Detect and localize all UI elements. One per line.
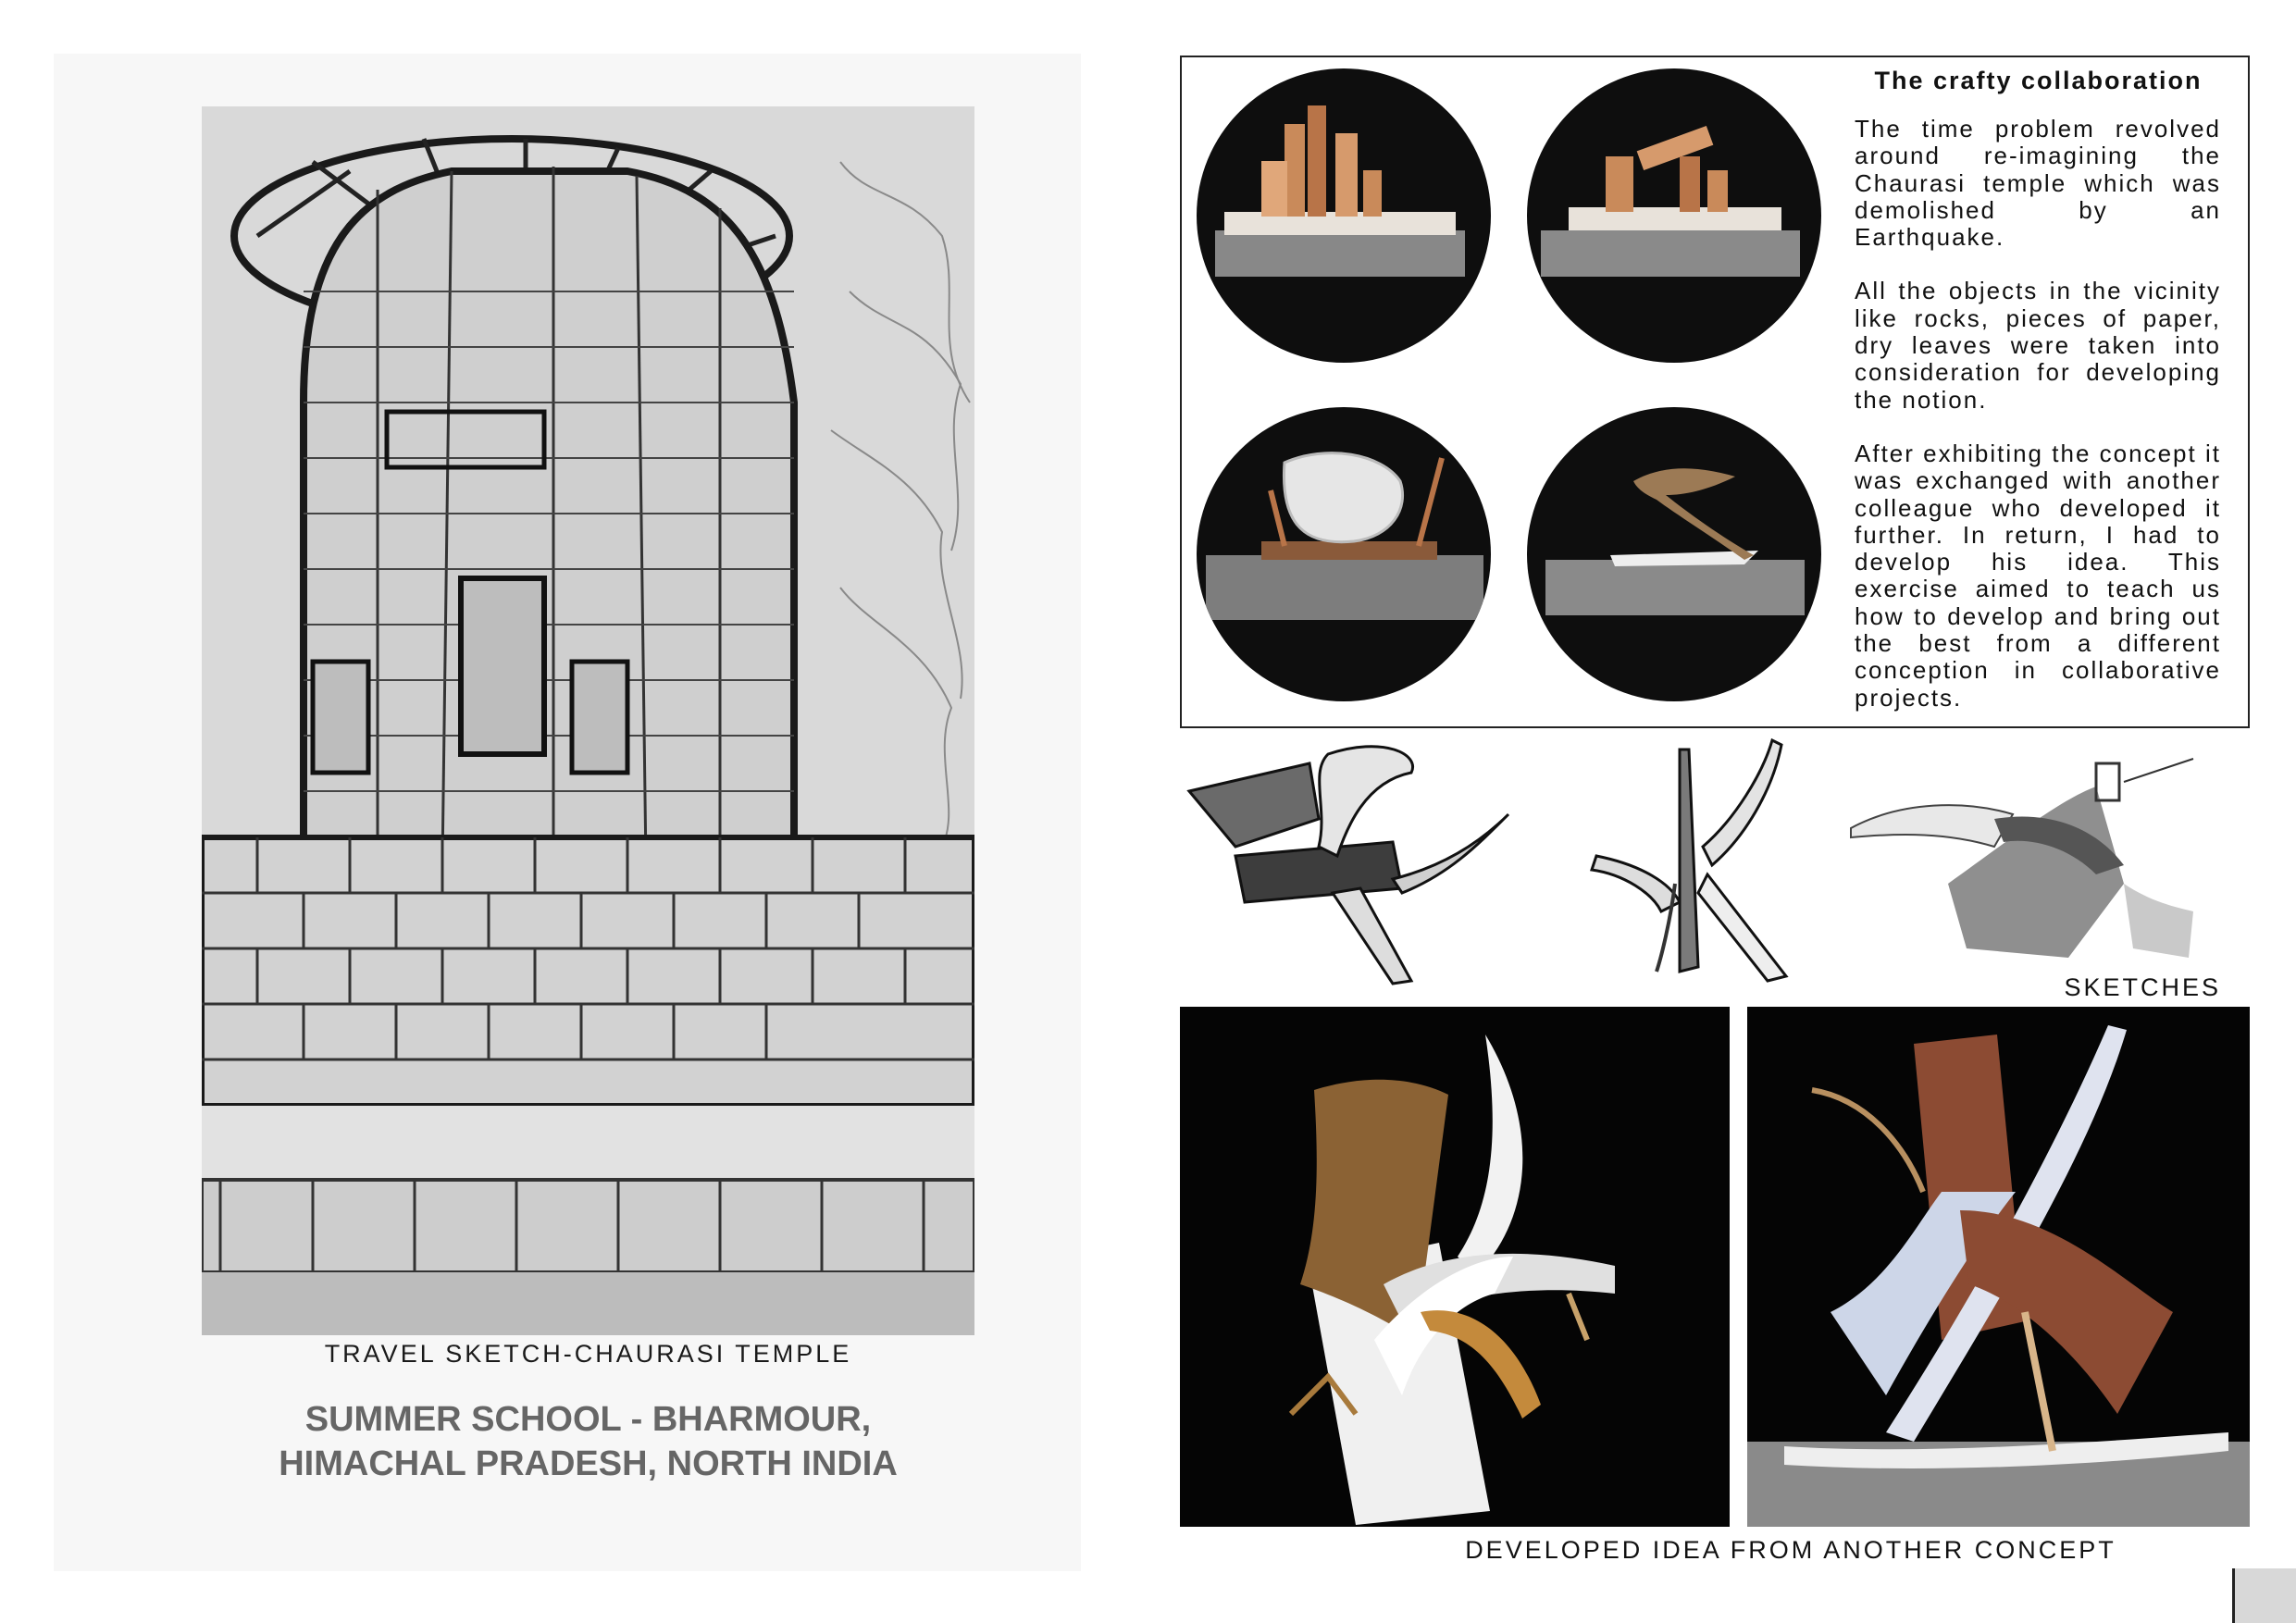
sketch-3 xyxy=(1846,745,2198,967)
sketch-1 xyxy=(1180,736,1522,990)
collaboration-paragraph-1: The time problem revolved around re-imagining the Chaurasi temple which was demolished by an Earthquake. xyxy=(1855,115,2221,252)
collaboration-title: The crafty collaboration xyxy=(1874,67,2203,94)
temple-sketch-image xyxy=(202,106,974,1335)
model-photo-4 xyxy=(1527,407,1821,701)
model-photo-1 xyxy=(1197,68,1491,363)
summer-school-title-line2: HIMACHAL PRADESH, NORTH INDIA xyxy=(279,1444,898,1483)
collaboration-paragraph-3: After exhibiting the concept it was exchanged with another colleague who developed it further. In return, I had to develop his idea. This exercise aimed to teach us how to develop and bring out the best from a different conception in collaborative projects. xyxy=(1855,439,2221,712)
sketches-label: SKETCHES xyxy=(2064,973,2221,1001)
sketch-2 xyxy=(1587,736,1809,990)
page-edge-marker xyxy=(2232,1568,2296,1623)
summer-school-title xyxy=(202,1397,974,1486)
summer-school-title-line1: SUMMER SCHOOL - BHARMOUR, xyxy=(304,1400,872,1439)
travel-sketch-caption: TRAVEL SKETCH-CHAURASI TEMPLE xyxy=(324,1340,852,1368)
collaboration-paragraph-2: All the objects in the vicinity like rocks, pieces of paper, dry leaves were taken into consideration for developing the notion. xyxy=(1855,277,2221,414)
collaboration-text xyxy=(1855,116,2221,738)
developed-model-photo-1 xyxy=(1180,1007,1730,1527)
model-photo-2 xyxy=(1527,68,1821,363)
model-photo-3 xyxy=(1197,407,1491,701)
developed-model-photo-2 xyxy=(1747,1007,2250,1527)
developed-idea-caption: DEVELOPED IDEA FROM ANOTHER CONCEPT xyxy=(1465,1536,2116,1564)
